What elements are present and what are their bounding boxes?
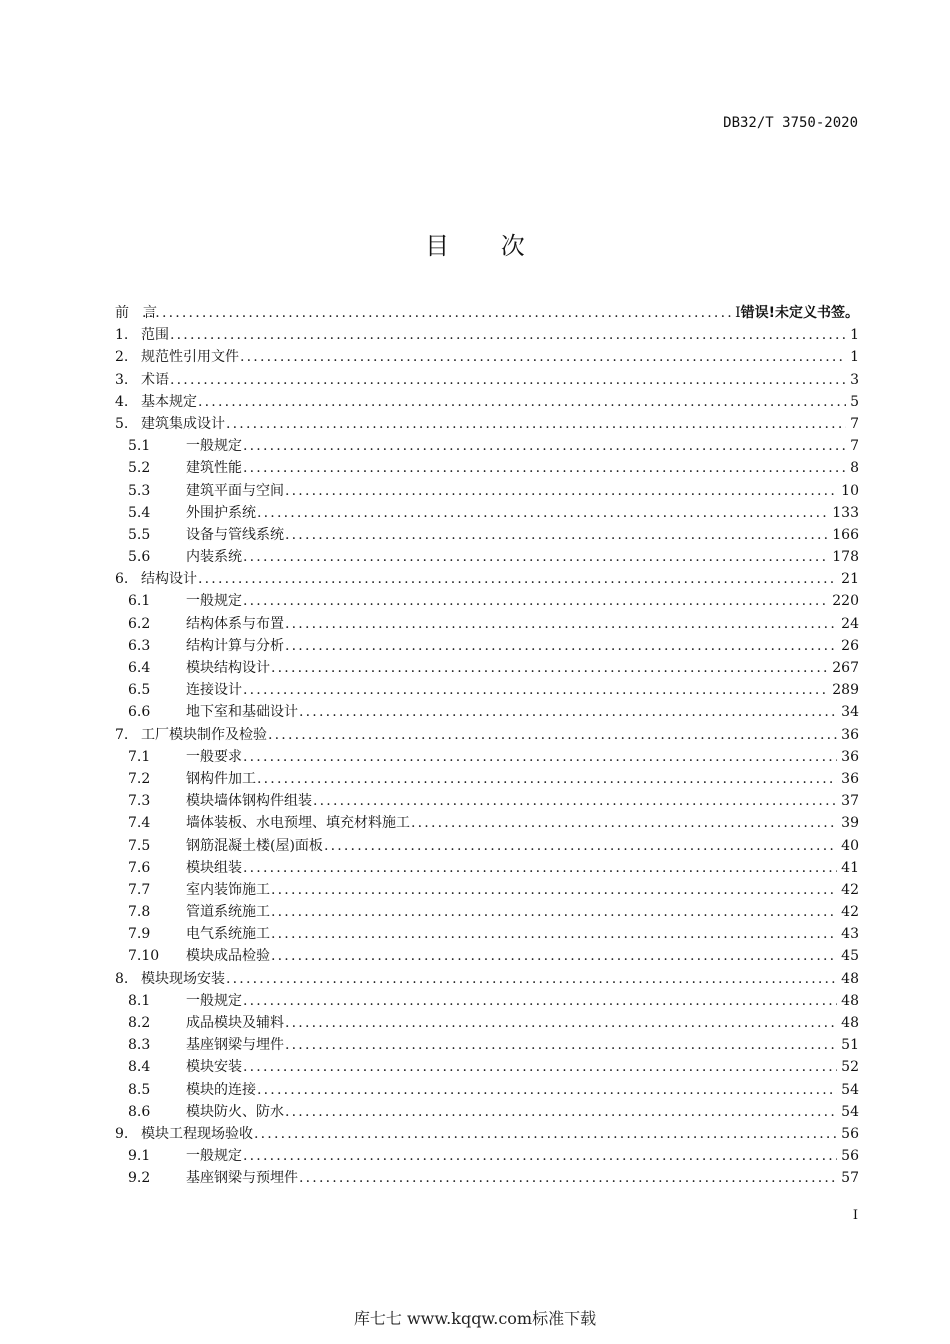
toc-entry[interactable] (115, 413, 859, 435)
toc-entry-number: 7.9 (128, 926, 151, 943)
toc-entry-title: 一般规定 (186, 438, 242, 455)
toc-entry[interactable] (115, 302, 859, 324)
toc-entry-page: 51 (841, 1037, 859, 1054)
toc-entry-number: 8.1 (128, 992, 151, 1009)
toc-entry-number: 7.4 (128, 815, 151, 832)
toc-entry[interactable] (115, 502, 859, 524)
toc-entry-page: 56 (841, 1125, 859, 1142)
toc-entry-number: 9.1 (128, 1148, 151, 1165)
dot-leader (271, 923, 837, 945)
toc-entry[interactable] (115, 1079, 859, 1101)
toc-entry-number: 5.3 (128, 482, 151, 499)
toc-entry[interactable] (115, 435, 859, 457)
dot-leader (285, 524, 828, 546)
toc-entry-title: 管道系统施工 (186, 904, 270, 921)
dot-leader (313, 790, 837, 812)
toc-entry[interactable] (115, 879, 859, 901)
toc-entry-number: 8. (115, 970, 129, 987)
toc-entry-page: 1 (850, 327, 859, 344)
dot-leader (243, 679, 828, 701)
toc-entry-title: 电气系统施工 (186, 926, 270, 943)
toc-entry-title: 基本规定 (141, 393, 197, 410)
toc-entry-number: 3. (115, 371, 129, 388)
toc-entry[interactable] (115, 990, 859, 1012)
toc-entry-title: 模块成品检验 (186, 948, 270, 965)
toc-entry-number: 8.2 (128, 1015, 151, 1031)
bookmark-error: 错误!未定义书签。 (740, 305, 859, 321)
dot-leader (240, 346, 846, 368)
toc-entry[interactable] (115, 635, 859, 657)
toc-entry-page: 54 (841, 1103, 859, 1120)
toc-entry-title: 室内装饰施工 (186, 881, 270, 898)
toc-entry[interactable] (115, 1056, 859, 1078)
toc-entry-number: 7.5 (128, 837, 151, 854)
toc-entry[interactable] (115, 1034, 859, 1056)
toc-entry-page: 57 (841, 1170, 859, 1187)
toc-entry[interactable] (115, 480, 859, 502)
dot-leader (271, 657, 828, 679)
toc-entry[interactable] (115, 968, 859, 990)
toc-entry-title: 工厂模块制作及检验 (141, 726, 267, 743)
toc-entry-title: 外围护系统 (186, 504, 256, 521)
toc-entry-number: 5.1 (128, 438, 151, 455)
toc-entry-page: 48 (841, 1015, 859, 1031)
dot-leader (198, 568, 837, 590)
dot-leader (257, 502, 828, 524)
toc-entry-number: 前 言 (115, 305, 157, 321)
toc-entry-page: 42 (841, 904, 859, 921)
toc-entry-page: 54 (841, 1081, 859, 1098)
toc-entry-title: 模块结构设计 (186, 660, 270, 676)
toc-entry-title: 成品模块及辅料 (186, 1015, 284, 1031)
toc-entry-title: 连接设计 (186, 682, 242, 699)
dot-leader (243, 857, 837, 879)
dot-leader (285, 1101, 837, 1123)
toc-entry-page: 133 (832, 504, 859, 521)
dot-leader (285, 613, 837, 635)
toc-entry-title: 地下室和基础设计 (186, 704, 298, 721)
toc-entry[interactable] (115, 901, 859, 923)
toc-entry[interactable] (115, 945, 859, 967)
dot-leader (271, 879, 837, 901)
toc-entry-number: 6.4 (128, 660, 151, 676)
toc-entry-number: 8.3 (128, 1037, 151, 1054)
toc-entry-number: 7.8 (128, 904, 151, 921)
dot-leader (243, 990, 837, 1012)
toc-entry-page: 42 (841, 881, 859, 898)
toc-entry[interactable] (115, 679, 859, 701)
toc-entry-title: 墙体装板、水电预埋、填充材料施工 (186, 815, 410, 832)
dot-leader (411, 812, 837, 834)
toc-entry-number: 8.4 (128, 1059, 151, 1076)
toc-entry-page: 43 (841, 926, 859, 943)
toc-entry-number: 5.4 (128, 504, 151, 521)
dot-leader (243, 590, 828, 612)
toc-entry-number: 6.6 (128, 704, 151, 721)
toc-entry-page: 178 (832, 549, 859, 566)
dot-leader (285, 1012, 837, 1034)
toc-entry-page: 56 (841, 1148, 859, 1165)
toc-entry-title: 结构体系与布置 (186, 615, 284, 632)
toc-entry-title: 结构设计 (141, 571, 197, 588)
toc-entry[interactable] (115, 613, 859, 635)
toc-entry-number: 9. (115, 1125, 129, 1142)
toc-entry[interactable] (115, 457, 859, 479)
dot-leader (254, 1123, 837, 1145)
toc-entry[interactable] (115, 923, 859, 945)
watermark: 库七七 www.kqqw.com标准下载 (353, 1309, 597, 1328)
toc-entry-number: 6.3 (128, 637, 151, 654)
toc-entry[interactable] (115, 1012, 859, 1034)
toc-entry-title: 模块现场安装 (141, 970, 225, 987)
toc-entry[interactable] (115, 546, 859, 568)
toc-entry-title: 模块的连接 (186, 1081, 256, 1098)
toc-entry-page: 289 (832, 682, 859, 699)
toc-entry-page: 45 (841, 948, 859, 965)
toc-entry-page: 37 (841, 793, 859, 810)
toc-entry-page: 166 (832, 526, 859, 543)
dot-leader (285, 480, 837, 502)
dot-leader (299, 701, 837, 723)
toc-entry-page: 52 (841, 1059, 859, 1076)
toc-entry-title: 一般要求 (186, 748, 242, 765)
dot-leader (271, 945, 837, 967)
toc-entry-number: 7.6 (128, 859, 151, 876)
toc-entry-number: 7.3 (128, 793, 151, 810)
toc-entry[interactable] (115, 701, 859, 723)
toc-entry-title: 建筑平面与空间 (186, 482, 284, 499)
toc-entry-number: 7.1 (128, 748, 151, 765)
toc-entry-number: 7.2 (128, 770, 151, 787)
toc-entry-page: 267 (832, 660, 859, 676)
dot-leader (271, 901, 837, 923)
toc-entry-title: 建筑集成设计 (141, 415, 225, 432)
dot-leader (170, 324, 846, 346)
toc-entry-page: 34 (841, 704, 859, 721)
dot-leader (257, 768, 837, 790)
dot-leader (243, 546, 828, 568)
dot-leader (243, 435, 846, 457)
toc-entry-page: 48 (841, 970, 859, 987)
toc-entry-number: 6.1 (128, 593, 151, 610)
toc-entry[interactable] (115, 369, 859, 391)
toc-entry[interactable] (115, 768, 859, 790)
dot-leader (142, 302, 731, 324)
document-number: DB32/T 3750-2020 (723, 115, 858, 131)
toc-entry[interactable] (115, 524, 859, 546)
toc-entry-number: 6. (115, 571, 129, 588)
toc-entry-number: 5. (115, 415, 129, 432)
toc-entry-page: 36 (841, 748, 859, 765)
toc-entry-number: 5.5 (128, 526, 151, 543)
page-title: 目 次 (425, 232, 547, 260)
toc-entry-page: 220 (832, 593, 859, 610)
toc-entry-page: 7 (850, 415, 859, 432)
dot-leader (257, 1079, 837, 1101)
toc-entry-number: 1. (115, 327, 129, 344)
table-of-contents (115, 302, 859, 1190)
dot-leader (285, 1034, 837, 1056)
toc-entry[interactable] (115, 857, 859, 879)
toc-entry-number: 8.6 (128, 1103, 151, 1120)
toc-entry[interactable] (115, 746, 859, 768)
toc-entry-number: 7.7 (128, 881, 151, 898)
toc-entry[interactable] (115, 346, 859, 368)
toc-entry-page: I (735, 305, 741, 321)
dot-leader (285, 635, 837, 657)
toc-entry[interactable] (115, 835, 859, 857)
toc-entry[interactable] (115, 1145, 859, 1167)
toc-entry-title: 模块墙体钢构件组装 (186, 793, 312, 810)
dot-leader (324, 835, 837, 857)
toc-entry-title: 基座钢梁与预埋件 (186, 1170, 298, 1187)
toc-entry[interactable] (115, 790, 859, 812)
toc-entry-title: 一般规定 (186, 1148, 242, 1165)
toc-entry-title: 钢筋混凝土楼(屋)面板 (186, 837, 323, 854)
toc-entry[interactable] (115, 1167, 859, 1189)
toc-entry-number: 2. (115, 349, 129, 366)
toc-entry-page: 48 (841, 992, 859, 1009)
toc-entry-number: 6.5 (128, 682, 151, 699)
toc-entry-page: 24 (841, 615, 859, 632)
toc-entry-title: 建筑性能 (186, 460, 242, 477)
toc-entry-page: 41 (841, 859, 859, 876)
toc-entry-number: 7. (115, 726, 129, 743)
toc-entry-number: 6.2 (128, 615, 151, 632)
toc-entry[interactable] (115, 1123, 859, 1145)
toc-entry-title: 一般规定 (186, 593, 242, 610)
toc-entry-number: 4. (115, 393, 129, 410)
toc-entry-title: 结构计算与分析 (186, 637, 284, 654)
toc-entry-title: 术语 (141, 371, 169, 388)
toc-entry[interactable] (115, 812, 859, 834)
toc-entry-number: 5.6 (128, 549, 151, 566)
toc-entry[interactable] (115, 724, 859, 746)
toc-entry-title: 模块安装 (186, 1059, 242, 1076)
toc-entry-title: 内装系统 (186, 549, 242, 566)
dot-leader (198, 391, 846, 413)
dot-leader (243, 457, 846, 479)
toc-entry-title: 基座钢梁与埋件 (186, 1037, 284, 1054)
toc-entry-title: 规范性引用文件 (141, 349, 239, 366)
dot-leader (299, 1167, 837, 1189)
toc-entry-number: 9.2 (128, 1170, 151, 1187)
toc-entry-page: 7 (850, 438, 859, 455)
toc-entry-title: 钢构件加工 (186, 770, 256, 787)
toc-entry-page: 21 (841, 571, 859, 588)
toc-entry[interactable] (115, 568, 859, 590)
dot-leader (243, 746, 837, 768)
toc-entry-number: 8.5 (128, 1081, 151, 1098)
toc-entry[interactable] (115, 391, 859, 413)
toc-entry-title: 模块组装 (186, 859, 242, 876)
toc-entry-page: 1 (850, 349, 859, 366)
toc-entry[interactable] (115, 590, 859, 612)
toc-entry-page: 36 (841, 770, 859, 787)
toc-entry-number: 5.2 (128, 460, 151, 477)
toc-entry-page: 8 (850, 460, 859, 477)
toc-entry[interactable] (115, 1101, 859, 1123)
toc-entry-page: 3 (850, 371, 859, 388)
toc-entry-page: 39 (841, 815, 859, 832)
dot-leader (243, 1145, 837, 1167)
toc-entry-title: 模块工程现场验收 (141, 1125, 253, 1142)
toc-entry-title: 一般规定 (186, 992, 242, 1009)
toc-entry-page: 26 (841, 637, 859, 654)
toc-entry-title: 模块防火、防水 (186, 1103, 284, 1120)
toc-entry-page: 36 (841, 726, 859, 743)
page-number: I (852, 1208, 858, 1223)
toc-entry-title: 范围 (141, 327, 169, 344)
dot-leader (268, 724, 837, 746)
toc-entry-page: 40 (841, 837, 859, 854)
dot-leader (243, 1056, 837, 1078)
toc-entry-page: 5 (850, 393, 859, 410)
toc-entry[interactable] (115, 324, 859, 346)
toc-entry-title: 设备与管线系统 (186, 526, 284, 543)
toc-entry-number: 7.10 (128, 948, 160, 965)
dot-leader (226, 968, 837, 990)
dot-leader (170, 369, 846, 391)
toc-entry[interactable] (115, 657, 859, 679)
toc-entry-page: 10 (841, 482, 859, 499)
dot-leader (226, 413, 846, 435)
